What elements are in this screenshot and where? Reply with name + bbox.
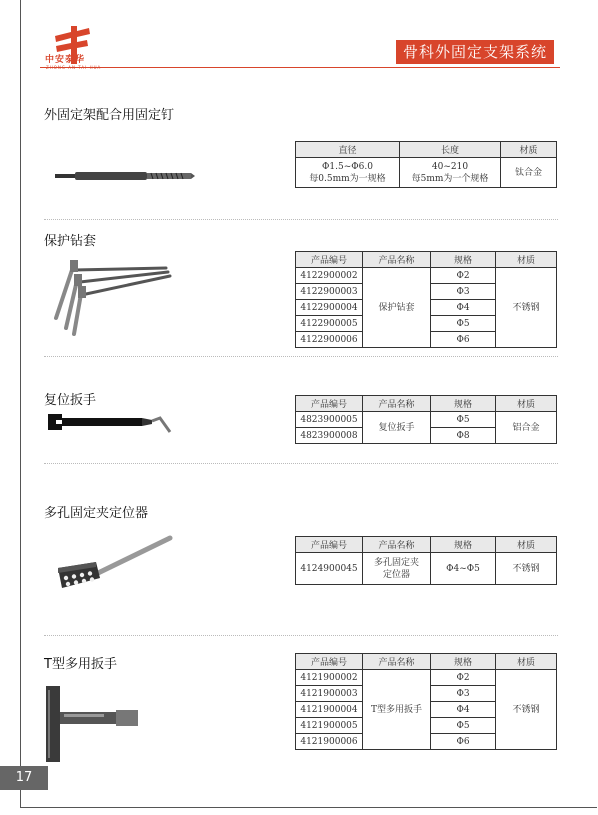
column-header: 规格: [431, 396, 496, 412]
product-code-cell: 4823900008: [296, 428, 363, 444]
fixation-pin-icon: [55, 168, 195, 184]
material-cell: 不锈钢: [496, 670, 557, 750]
spec-cell: Φ4: [431, 702, 496, 718]
section-divider: [44, 635, 558, 636]
product-code-cell: 4122900004: [296, 300, 363, 316]
spec-cell: Φ2: [431, 670, 496, 686]
spec-table-clamp-locator: [295, 536, 557, 585]
table-cell: 钛合金: [501, 158, 557, 188]
product-code-cell: 4122900005: [296, 316, 363, 332]
product-code-cell: 4122900003: [296, 284, 363, 300]
spec-table-t-wrench: [295, 653, 557, 750]
product-code-cell: 4121900004: [296, 702, 363, 718]
section-title: 外固定架配合用固定钉: [44, 108, 175, 123]
header-banner: 骨科外固定支架系统: [396, 40, 554, 64]
spec-cell: Φ6: [431, 332, 496, 348]
spec-cell: Φ4~Φ5: [431, 553, 496, 585]
column-header: 材质: [496, 252, 557, 268]
product-code-cell: 4121900005: [296, 718, 363, 734]
column-header: 产品编号: [296, 654, 363, 670]
table-cell: 40~210 每5mm为一个规格: [400, 158, 501, 188]
section-divider: [44, 463, 558, 464]
multi-hole-clamp-locator-icon: [56, 534, 174, 598]
header-rule: [40, 67, 560, 68]
material-cell: 铝合金: [496, 412, 557, 444]
column-header: 长度: [400, 142, 501, 158]
column-header: 直径: [296, 142, 400, 158]
spec-cell: Φ2: [431, 268, 496, 284]
product-code-cell: 4122900006: [296, 332, 363, 348]
product-code-cell: 4121900006: [296, 734, 363, 750]
spec-cell: Φ3: [431, 284, 496, 300]
table-cell: Φ1.5~Φ6.0 每0.5mm为一规格: [296, 158, 400, 188]
column-header: 材质: [496, 537, 557, 553]
column-header: 产品名称: [363, 537, 431, 553]
spec-cell: Φ8: [431, 428, 496, 444]
product-code-cell: 4124900045: [296, 553, 363, 585]
spec-cell: Φ5: [431, 718, 496, 734]
product-name-cell: 多孔固定夹 定位器: [363, 553, 431, 585]
spec-table-pin: [295, 141, 557, 188]
product-code-cell: 4121900002: [296, 670, 363, 686]
product-name-cell: T型多用扳手: [363, 670, 431, 750]
product-code-cell: 4121900003: [296, 686, 363, 702]
material-cell: 不锈钢: [496, 268, 557, 348]
column-header: 规格: [431, 537, 496, 553]
column-header: 产品编号: [296, 537, 363, 553]
reduction-wrench-icon: [48, 410, 173, 442]
spec-cell: Φ5: [431, 316, 496, 332]
product-name-cell: 保护钻套: [363, 268, 431, 348]
spec-cell: Φ3: [431, 686, 496, 702]
column-header: 产品名称: [363, 396, 431, 412]
page-number: 17: [0, 766, 48, 790]
material-cell: 不锈钢: [496, 553, 557, 585]
section-title: T型多用扳手: [44, 657, 117, 672]
spec-table-drill-sleeve: [295, 251, 557, 348]
section-divider: [44, 219, 558, 220]
product-code-cell: 4823900005: [296, 412, 363, 428]
column-header: 产品编号: [296, 396, 363, 412]
spec-cell: Φ6: [431, 734, 496, 750]
spec-table-reduction-wrench: [295, 395, 557, 444]
column-header: 规格: [431, 654, 496, 670]
product-name-cell: 复位扳手: [363, 412, 431, 444]
drill-sleeve-icon: [44, 256, 179, 336]
section-divider: [44, 356, 558, 357]
column-header: 材质: [496, 654, 557, 670]
column-header: 产品名称: [363, 252, 431, 268]
spec-cell: Φ4: [431, 300, 496, 316]
section-title: 多孔固定夹定位器: [44, 506, 149, 521]
column-header: 产品名称: [363, 654, 431, 670]
column-header: 产品编号: [296, 252, 363, 268]
spec-cell: Φ5: [431, 412, 496, 428]
logo-text: 中安泰华: [45, 55, 86, 65]
column-header: 材质: [496, 396, 557, 412]
column-header: 规格: [431, 252, 496, 268]
t-wrench-icon: [44, 684, 140, 764]
section-title: 保护钻套: [44, 234, 97, 249]
product-code-cell: 4122900002: [296, 268, 363, 284]
column-header: 材质: [501, 142, 557, 158]
section-title: 复位扳手: [44, 393, 97, 408]
